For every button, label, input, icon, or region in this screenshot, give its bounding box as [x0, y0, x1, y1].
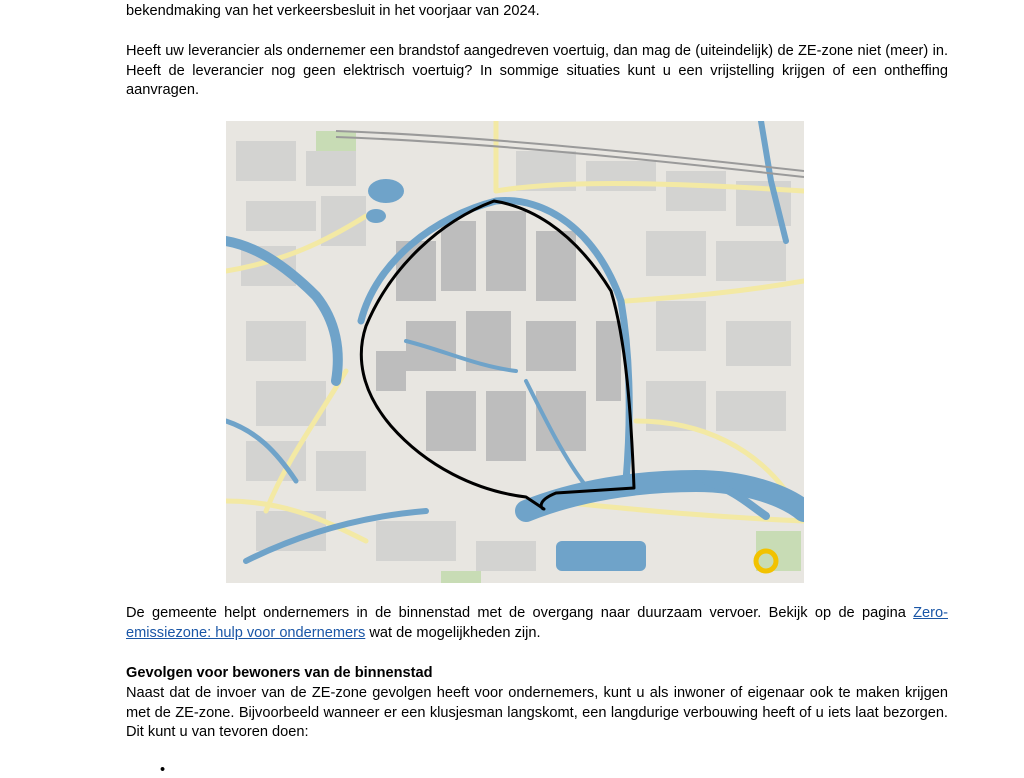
bullet-marker: •	[160, 762, 166, 778]
paragraph-helpt	[126, 604, 948, 643]
paragraph-helpt-pre: De gemeente helpt ondernemers in de binnenstad met de overgang naar duurzaam vervoer. Bekijk op de pagina	[126, 605, 914, 621]
zero-emissiezone-hulp-link[interactable]: Zero-emissiezone: hulp voor ondernemers	[126, 605, 948, 641]
intro-text-line: bekendmaking van het verkeersbesluit in het voorjaar van 2024.	[126, 3, 540, 19]
paragraph-bewoners: Naast dat de invoer van de ZE-zone gevolgen heeft voor ondernemers, kunt u als inwoner of eigenaar ook te maken krijgen met de ZE-zone. Bijvoorbeeld wanneer er een klusjesman langskomt, een langdurige verbouwing heeft of u iets laat bezorgen. Dit kunt u van tevoren doen:	[126, 685, 948, 740]
map-inner-blocks	[376, 211, 621, 461]
paragraph-leverancier: Heeft uw leverancier als ondernemer een brandstof aangedreven voertuig, dan mag de (uiteindelijk) de ZE-zone niet (meer) in. Heeft de leverancier nog geen elektrisch voertuig? In sommige situaties kunt u een vrijstelling krijgen of een ontheffing aanvragen.	[126, 43, 948, 98]
ze-zone-map	[226, 121, 804, 583]
paragraph-helpt-post: wat de mogelijkheden zijn.	[365, 624, 541, 641]
heading-bewoners: Gevolgen voor bewoners van de binnenstad	[126, 665, 433, 681]
